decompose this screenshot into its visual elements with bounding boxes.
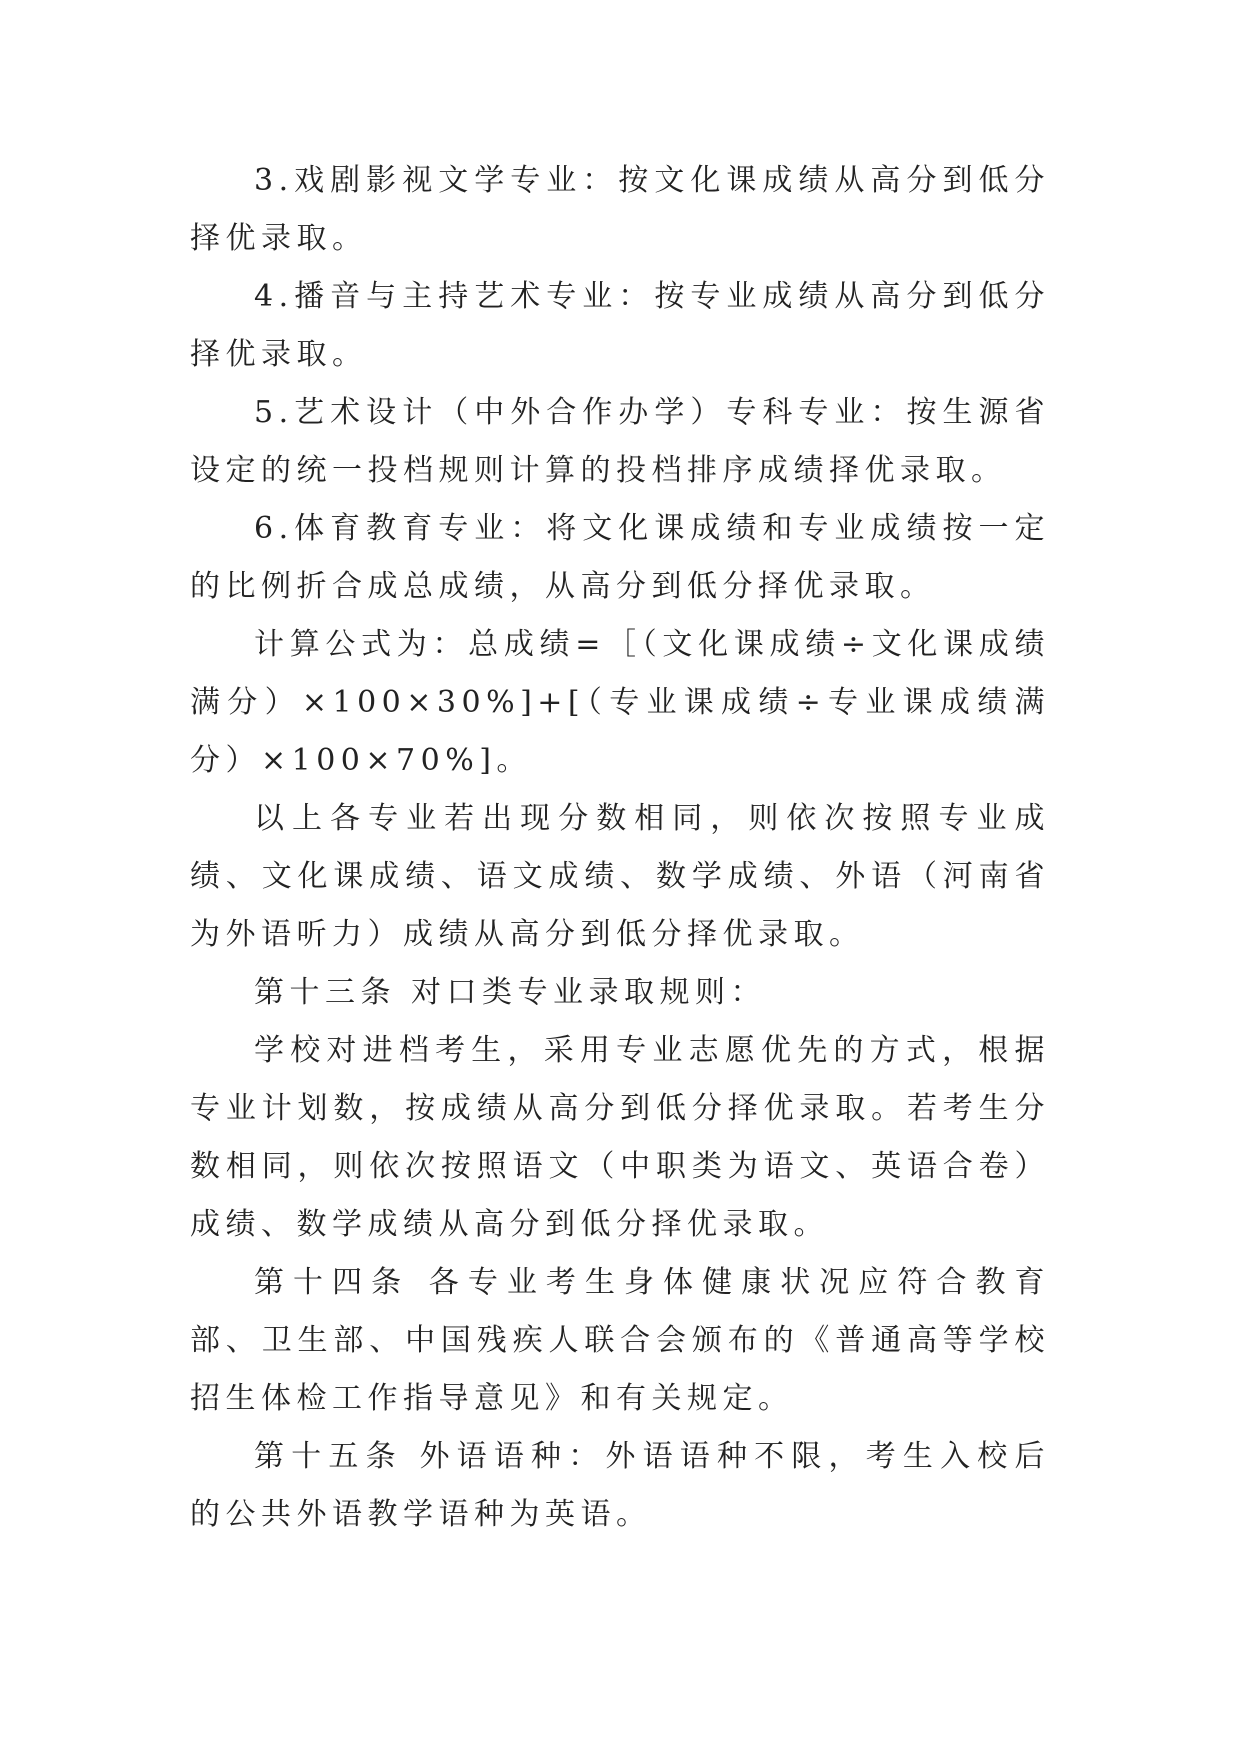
paragraph-formula: 计算公式为：总成绩=［（文化课成绩÷文化课成绩满分）×100×30%]+[（专业课成绩÷专业课成绩满分）×100×70%]。: [190, 627, 1050, 778]
article-13-heading: 第十三条 对口类专业录取规则：: [254, 975, 767, 1010]
paragraph-major-3: 3.戏剧影视文学专业：按文化课成绩从高分到低分择优录取。: [190, 163, 1050, 256]
paragraph-major-5: 5.艺术设计（中外合作办学）专科专业：按生源省设定的统一投档规则计算的投档排序成绩择优录取。: [190, 395, 1050, 488]
article-14: 第十四条 各专业考生身体健康状况应符合教育部、卫生部、中国残疾人联合会颁布的《普通高等学校招生体检工作指导意见》和有关规定。: [190, 1265, 1050, 1416]
paragraph-major-4: 4.播音与主持艺术专业：按专业成绩从高分到低分择优录取。: [190, 279, 1050, 372]
article-15: 第十五条 外语语种：外语语种不限，考生入校后的公共外语教学语种为英语。: [190, 1439, 1050, 1532]
paragraph-tie-rule: 以上各专业若出现分数相同，则依次按照专业成绩、文化课成绩、语文成绩、数学成绩、外语（河南省为外语听力）成绩从高分到低分择优录取。: [190, 801, 1050, 952]
paragraph-article-13-body: 学校对进档考生，采用专业志愿优先的方式，根据专业计划数，按成绩从高分到低分择优录取。若考生分数相同，则依次按照语文（中职类为语文、英语合卷）成绩、数学成绩从高分到低分择优录取。: [190, 1033, 1050, 1242]
paragraph-major-6: 6.体育教育专业：将文化课成绩和专业成绩按一定的比例折合成总成绩，从高分到低分择优录取。: [190, 511, 1050, 604]
document-body: [190, 152, 1050, 1544]
